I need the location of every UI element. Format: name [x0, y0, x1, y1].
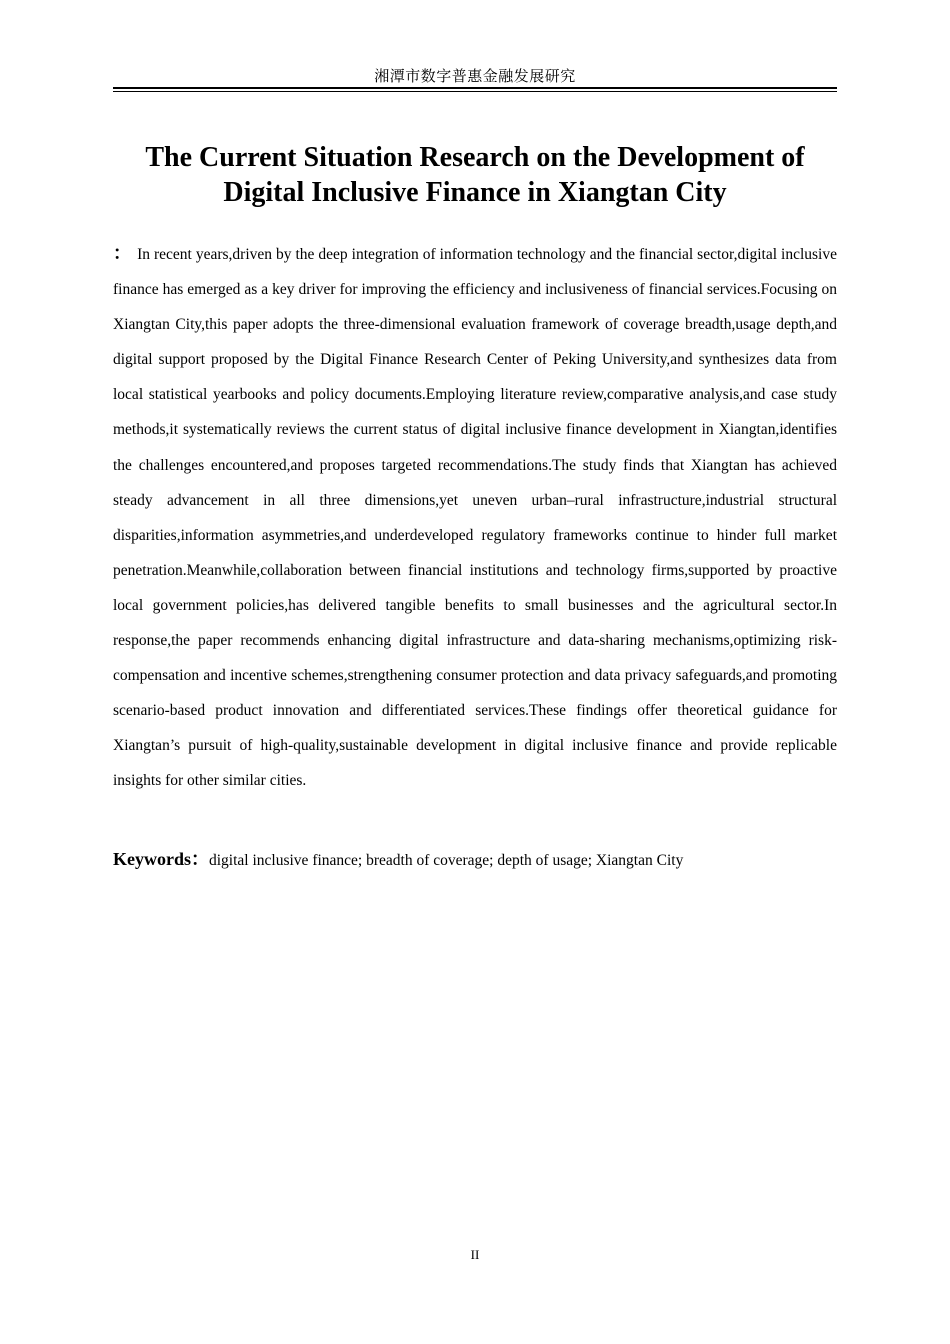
header-rule-thin [113, 91, 837, 92]
paper-title-line-2: Digital Inclusive Finance in Xiangtan City [223, 177, 727, 208]
header-rule-thick [113, 87, 837, 89]
keywords-line [113, 846, 837, 874]
abstract-label: ： [113, 243, 132, 263]
keywords-label: Keywords： [113, 849, 209, 869]
page-number: II [470, 1247, 480, 1262]
abstract-text: In recent years,driven by the deep integration of information technology and the financial sector,digital inclusive finance has emerged as a key driver for improving the efficiency and inclusiveness of financial services.Focusing on Xiangtan City,this paper adopts the three-dimensional evaluation framework of coverage breadth,usage depth,and digital support proposed by the Digital Finance Research Center of Peking University,and synthesizes data from local statistical yearbooks and policy documents.Employing literature review,comparative analysis,and case study methods,it systematically reviews the current status of digital inclusive finance development in Xiangtan,identifies the challenges encountered,and proposes targeted recommendations.The study finds that Xiangtan has achieved steady advancement in all three dimensions,yet uneven urban–rural infrastructure,industrial structural disparities,information asymmetries,and underdeveloped regulatory frameworks continue to hinder full market penetration.Meanwhile,collaboration between financial institutions and technology firms,supported by proactive local government policies,has delivered tangible benefits to small businesses and the agricultural sector.In response,the paper recommends enhancing digital infrastructure and data-sharing mechanisms,optimizing risk-compensation and incentive schemes,strengthening consumer protection and data privacy safeguards,and promoting scenario-based product innovation and differentiated services.These findings offer theoretical guidance for Xiangtan’s pursuit of high-quality,sustainable development in digital inclusive finance and provide replicable insights for other similar cities. [113, 246, 837, 790]
paper-title-line-1: The Current Situation Research on the Development of [145, 142, 805, 173]
keywords-text: digital inclusive finance; breadth of coverage; depth of usage; Xiangtan City [209, 852, 684, 869]
running-header: 湘潭市数字普惠金融发展研究 [374, 69, 576, 85]
paper-title [113, 140, 837, 210]
abstract-paragraph [113, 236, 837, 799]
